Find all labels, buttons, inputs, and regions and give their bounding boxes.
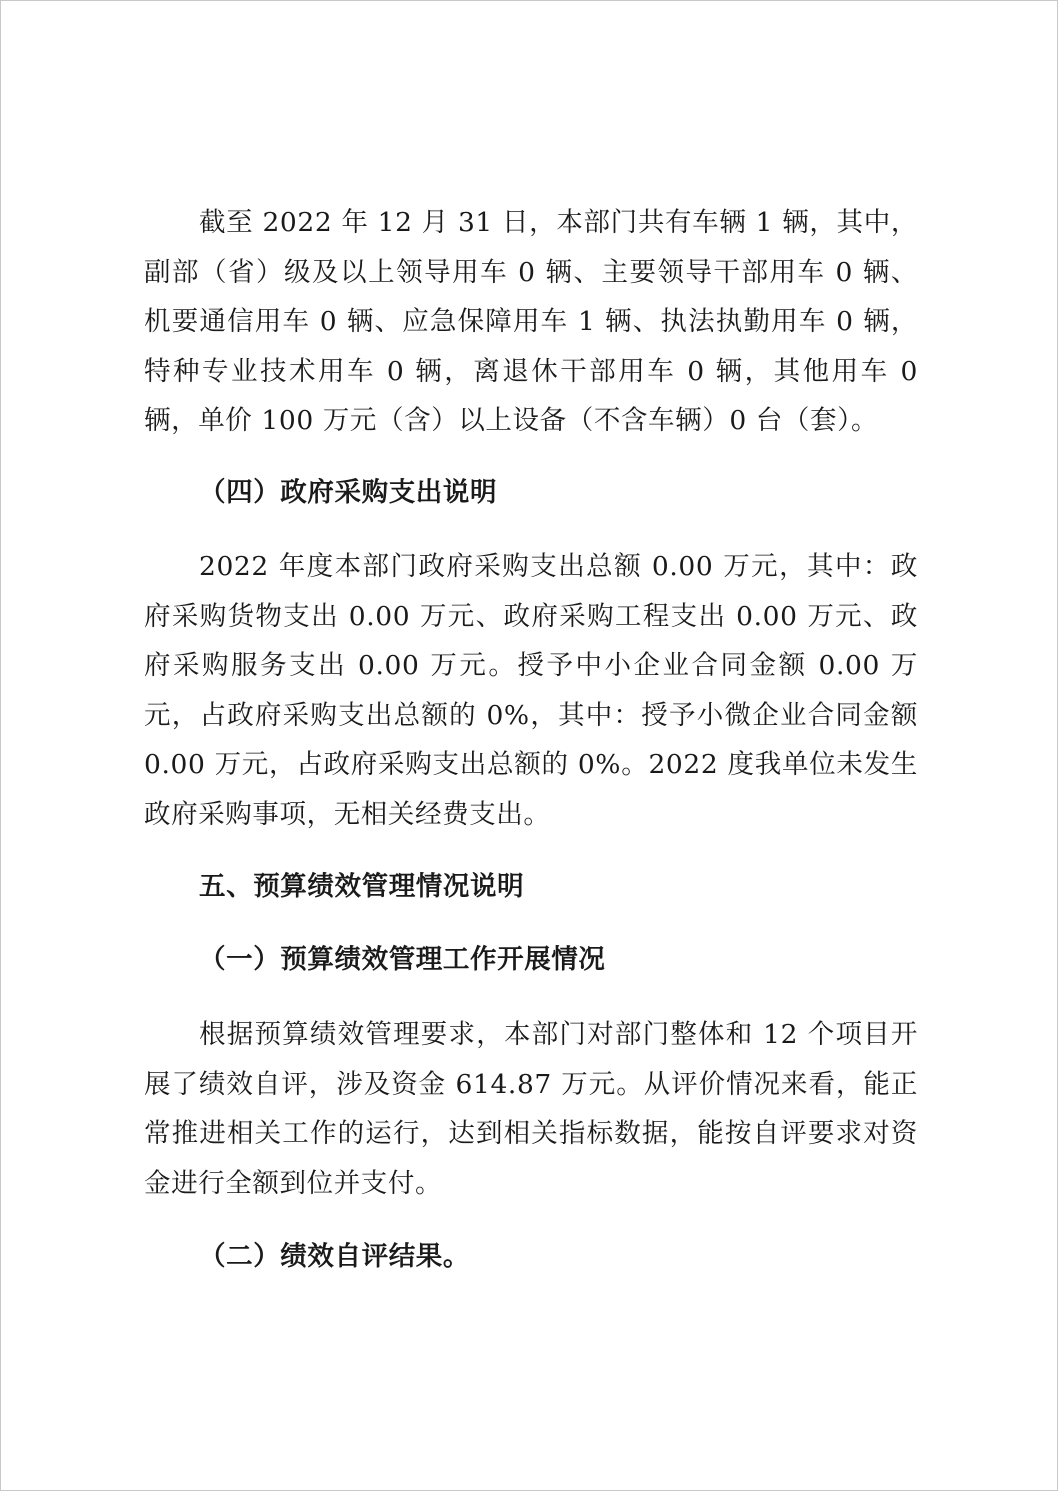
- heading-results: （二）绩效自评结果。: [199, 1241, 470, 1272]
- paragraph-procurement: 2022 年度本部门政府采购支出总额 0.00 万元，其中：政府采购货物支出 0.00 万元、政府采购工程支出 0.00 万元、政府采购服务支出 0.00 万元。授予中小企业合同金额 0.00 万元，占政府采购支出总额的 0%，其中：授予小微企业合同金额 0.00 万元，占政府采购支出总额的 0%。2022 度我单位未发生政府采购事项，无相关经费支出。: [144, 551, 918, 830]
- heading-procurement: （四）政府采购支出说明: [199, 477, 498, 508]
- heading-section-5: 五、预算绩效管理情况说明: [199, 871, 525, 902]
- paragraph-work: 根据预算绩效管理要求，本部门对部门整体和 12 个项目开展了绩效自评，涉及资金 614.87 万元。从评价情况来看，能正常推进相关工作的运行，达到相关指标数据，能按自评要求对资金进行全额到位并支付。: [144, 1019, 918, 1199]
- heading-work: （一）预算绩效管理工作开展情况: [199, 944, 606, 975]
- paragraph-vehicles: 截至 2022 年 12 月 31 日，本部门共有车辆 1 辆，其中，副部（省）级及以上领导用车 0 辆、主要领导干部用车 0 辆、机要通信用车 0 辆、应急保障用车 1 辆、执法执勤用车 0 辆，特种专业技术用车 0 辆，离退休干部用车 0 辆，其他用车 0 辆，单价 100 万元（含）以上设备（不含车辆）0 台（套）。: [144, 207, 918, 436]
